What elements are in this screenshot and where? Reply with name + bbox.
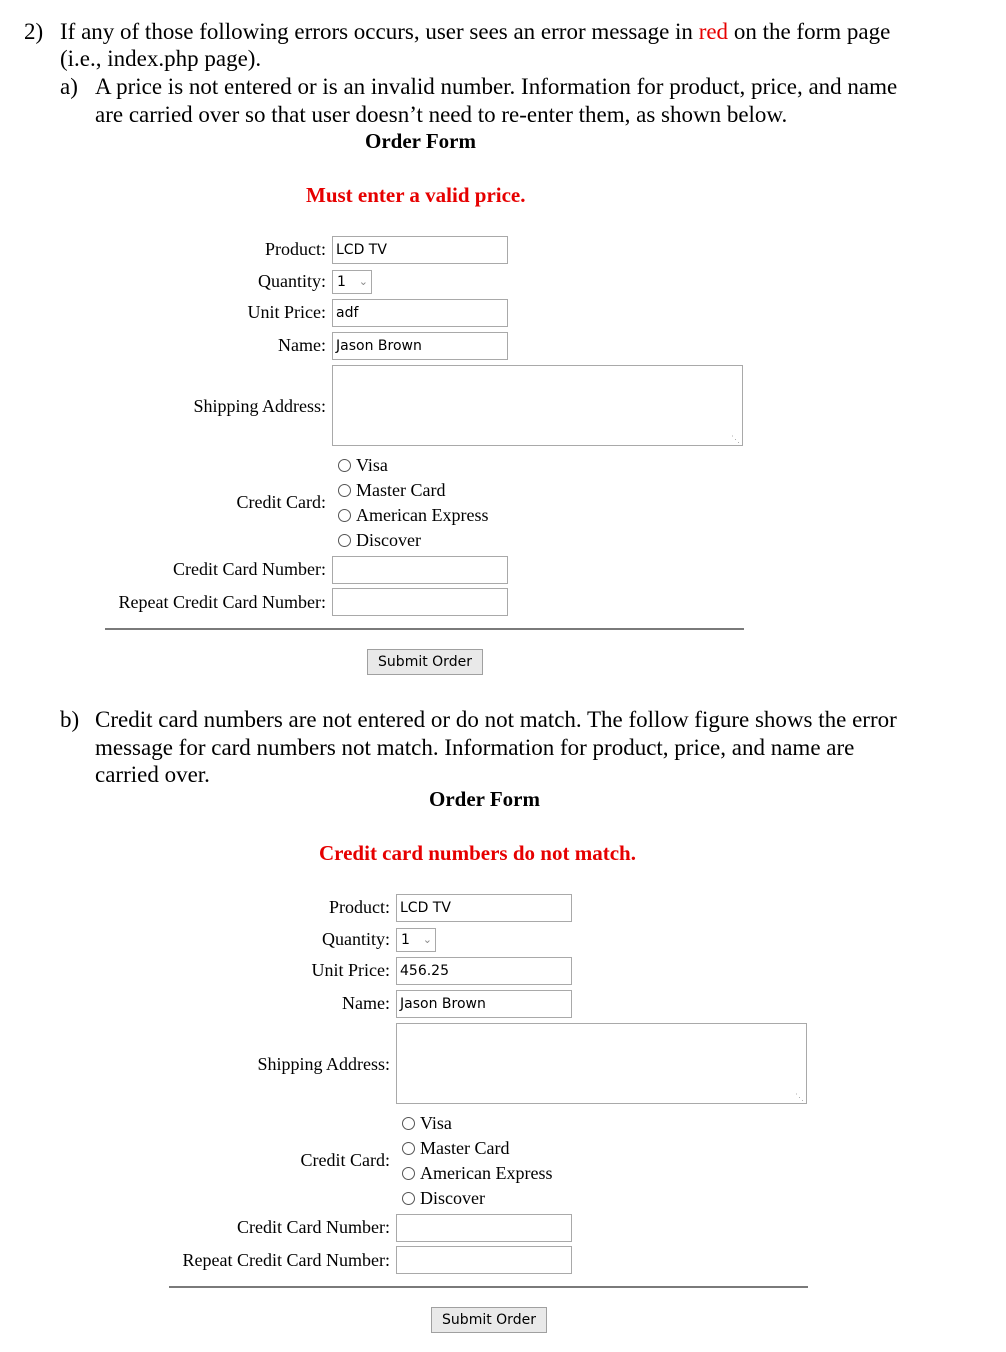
product-label: Product:: [265, 239, 326, 259]
item-b-letter: b): [60, 707, 80, 732]
radio-discover[interactable]: Discover: [402, 1186, 552, 1211]
cc-repeat-input[interactable]: [332, 588, 508, 616]
radio-circle-icon[interactable]: [402, 1117, 415, 1130]
name-label: Name:: [278, 335, 326, 355]
red-word: red: [698, 19, 729, 44]
submit-order-button[interactable]: Submit Order: [367, 649, 483, 675]
cc-number-label: Credit Card Number:: [173, 559, 326, 579]
radio-visa[interactable]: Visa: [402, 1111, 552, 1136]
card-radio-group: [338, 453, 488, 553]
radio-master-card[interactable]: Master Card: [338, 478, 488, 503]
name-label: Name:: [342, 993, 390, 1013]
radio-discover[interactable]: Discover: [338, 528, 488, 553]
item-a-line-1: A price is not entered or is an invalid number. Information for product, price, and name: [95, 74, 898, 99]
radio-american-express[interactable]: American Express: [338, 503, 488, 528]
shipping-textarea[interactable]: [396, 1023, 807, 1104]
unit-price-label: Unit Price:: [311, 960, 390, 980]
item-b-line-3: carried over.: [95, 762, 210, 787]
divider: [105, 628, 744, 630]
unit-price-input[interactable]: adf: [332, 299, 508, 327]
quantity-select[interactable]: 1 ⌄: [332, 270, 372, 294]
error-message: Credit card numbers do not match.: [319, 841, 636, 865]
item-2-number: 2): [24, 19, 44, 44]
submit-order-button[interactable]: Submit Order: [431, 1307, 547, 1333]
item-2-line-1: If any of those following errors occurs, user sees an error message in red on the form page: [60, 19, 891, 44]
item-a-letter: a): [60, 74, 78, 99]
shipping-label: Shipping Address:: [257, 1054, 390, 1074]
radio-circle-icon[interactable]: [338, 484, 351, 497]
resize-grip-icon[interactable]: ⋱: [731, 434, 740, 444]
radio-american-express[interactable]: American Express: [402, 1161, 552, 1186]
unit-price-input[interactable]: 456.25: [396, 957, 572, 985]
radio-circle-icon[interactable]: [338, 534, 351, 547]
quantity-label: Quantity:: [258, 271, 326, 291]
radio-visa[interactable]: Visa: [338, 453, 488, 478]
form-title: Order Form: [365, 129, 476, 153]
item-b-line-2: message for card numbers not match. Information for product, price, and name are: [95, 735, 855, 760]
shipping-textarea[interactable]: [332, 365, 743, 446]
shipping-label: Shipping Address:: [193, 396, 326, 416]
radio-circle-icon[interactable]: [402, 1142, 415, 1155]
quantity-label: Quantity:: [322, 929, 390, 949]
item-a-line-2: are carried over so that user doesn’t need to re-enter them, as shown below.: [95, 102, 788, 127]
radio-circle-icon[interactable]: [338, 509, 351, 522]
name-input[interactable]: Jason Brown: [396, 990, 572, 1018]
cc-repeat-label: Repeat Credit Card Number:: [118, 592, 326, 612]
resize-grip-icon[interactable]: ⋱: [795, 1092, 804, 1102]
form-title: Order Form: [429, 787, 540, 811]
radio-circle-icon[interactable]: [402, 1167, 415, 1180]
product-input[interactable]: LCD TV: [332, 236, 508, 264]
unit-price-label: Unit Price:: [247, 302, 326, 322]
radio-circle-icon[interactable]: [338, 459, 351, 472]
product-label: Product:: [329, 897, 390, 917]
divider: [169, 1286, 808, 1288]
chevron-down-icon: ⌄: [422, 933, 432, 946]
cc-number-input[interactable]: [396, 1214, 572, 1242]
card-radio-group: [402, 1111, 552, 1211]
radio-circle-icon[interactable]: [402, 1192, 415, 1205]
error-message: Must enter a valid price.: [306, 183, 526, 207]
credit-card-label: Credit Card:: [236, 492, 326, 512]
item-2-line-2: (i.e., index.php page).: [60, 46, 262, 71]
cc-repeat-input[interactable]: [396, 1246, 572, 1274]
radio-master-card[interactable]: Master Card: [402, 1136, 552, 1161]
quantity-select[interactable]: 1 ⌄: [396, 928, 436, 952]
chevron-down-icon: ⌄: [358, 275, 368, 288]
name-input[interactable]: Jason Brown: [332, 332, 508, 360]
item-b-line-1: Credit card numbers are not entered or do not match. The follow figure shows the error: [95, 707, 897, 732]
product-input[interactable]: LCD TV: [396, 894, 572, 922]
cc-number-label: Credit Card Number:: [237, 1217, 390, 1237]
cc-repeat-label: Repeat Credit Card Number:: [182, 1250, 390, 1270]
credit-card-label: Credit Card:: [300, 1150, 390, 1170]
cc-number-input[interactable]: [332, 556, 508, 584]
